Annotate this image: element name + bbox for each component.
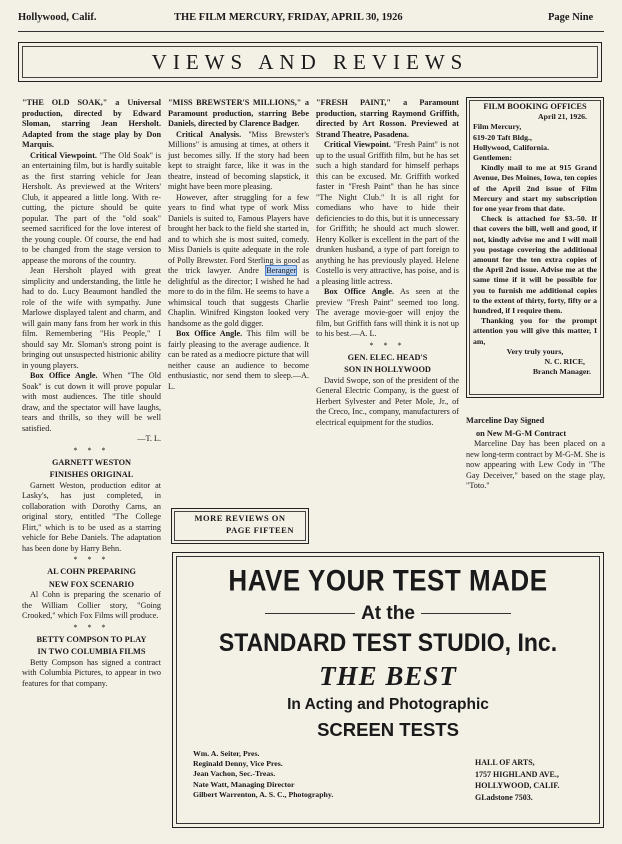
headline-gen-1: GEN. ELEC. HEAD'S [347, 352, 428, 362]
headline-cohn-2: NEW FOX SCENARIO [48, 579, 135, 589]
ad-staff-3: Jean Vachon, Sec.-Treas. [193, 769, 276, 779]
ad-the-best: THE BEST [319, 661, 457, 691]
section-title: VIEWS AND REVIEWS [151, 49, 469, 74]
review-brewster-box: This film will be fairly pleasing to the average audience. It can be rated as a mediocre picture that will neither cause an audience to become enthusiastic, nor send them to sleep.—A. L. [168, 329, 310, 391]
review-brewster-intro: "MISS BREWSTER'S MILLIONS," a Paramount production, starring Bebe Daniels, directed by Clarence Badger. [168, 98, 309, 128]
headline-gen-2: SON IN HOLLYWOOD [344, 365, 431, 374]
headline-garnett-1: GARNETT WESTON [51, 457, 132, 467]
review-fresh-paint-intro: "FRESH PAINT," a Paramount production, starring Raymond Griffith, directed by Art Rosson. Previewed at Strand Theatre, Pasadena. [316, 98, 459, 139]
box-office-label: Box Office Angle. [30, 371, 98, 380]
header-masthead: THE FILM MERCURY, FRIDAY, APRIL 30, 1926 [174, 12, 403, 23]
booking-signer: N. C. RICE, [544, 357, 585, 367]
ad-address-4: GLadstone 7503. [475, 792, 533, 802]
booking-addr-1: Film Mercury, [473, 122, 522, 132]
divider-stars: * * * [73, 555, 110, 564]
review-brewster-critical: "Miss Brewster's Millions" is amusing at times, at others it just becomes silly. If the story had been kept to straight farce, like it was in the theatre, instead of becoming slapstick, it might have been more pleasing. [168, 129, 309, 191]
section-title-box [18, 42, 602, 82]
booking-title: FILM BOOKING OFFICES [483, 102, 587, 111]
review-old-soak-critical: "The Old Soak" is an entertaining film, but is hardly suitable as the first starring vehicle for Jean Hersholt. As previewed at the Writers' Club, it appeared a little long. With re-cutting, the picture should be quite popular. The part of the "old soak" seemed sacrificed for the love interest of the young couple. Of course, the end had to be changed from the stage version to appease the morons of the country. [22, 150, 162, 265]
headline-marceline-2: on New M-G-M Contract [476, 428, 567, 438]
more-reviews-line2: PAGE FIFTEEN [226, 525, 294, 535]
headline-betty-1: BETTY COMPSON TO PLAY [36, 634, 147, 644]
ad-staff-1: Wm. A. Seiter, Pres. [193, 749, 260, 758]
news-garnett: Garnett Weston, production editor at Lasky's, has just completed, in collaboration with Dorothy Carns, an original story, entitled "The College Flirt," which is to be used as a starring vehicle for Bebe Daniels. The adaptation has been done by Harry Behn. [22, 480, 161, 553]
review-brewster-p2a: However, after struggling for a few years to find what type of work Miss Daniels is suited to, Famous Players have brought her back to the field she started in, and to which she is most suited, comedy. Miss Daniels is quite adequate in the role of Polly Brewster. Ford Sterling is good as the trick lawyer. Andre [168, 192, 309, 275]
booking-signer-role: Branch Manager. [532, 367, 591, 377]
news-cohn: Al Cohn is preparing the scenario of the William Collier story, "Going Crooked," which Fox Films will produce. [22, 590, 161, 620]
header-page-number: Page Nine [548, 12, 594, 23]
review-fresh-paint-critical: "Fresh Paint" is not up to the usual Griffith film, but he has set such a high standard for himself perhaps this can be excused. Mr. Griffith worked faster in "Fresh Paint" than he has since "The Night Club." It is all right for comedians who have to hide their deficiencies to do this, but it is unnecessary for Griffith; he should act much slower. Henry Kolker is excellent in the part of the drunken husband, a type of part foreign to anything he has previously played. Helene Costello is very attractive, has poise, and is a pleasing little actress. [316, 140, 460, 286]
booking-close: Very truly yours, [506, 346, 564, 356]
more-reviews-box [171, 508, 309, 544]
column-2 [168, 98, 309, 506]
divider-stars: * * * [73, 445, 110, 455]
ad-address-3: HOLLYWOOD, CALIF. [475, 781, 560, 790]
critical-label: Critical Viewpoint. [30, 150, 97, 160]
column-4-news [466, 414, 605, 544]
news-marceline: Marceline Day has been placed on a new long-term contract by M-G-M. She is now appearing with Lew Cody in "The Gay Deceiver," based on the stage play, "Toto." [466, 439, 605, 490]
more-reviews-line1: MORE REVIEWS ON [194, 513, 286, 523]
header-location: Hollywood, Calif. [18, 12, 97, 23]
booking-salutation: Gentlemen: [473, 153, 512, 163]
standard-test-studio-ad [172, 552, 604, 828]
ad-address [475, 757, 560, 803]
review-fresh-paint-box: As seen at the preview "Fresh Paint" seemed too long. The average movie-goer will enjoy the film, but Griffith fans will think it is not up to his best.—A. L. [316, 287, 459, 338]
ad-address-2: 1757 HIGHLAND AVE., [475, 769, 559, 779]
booking-body-2: Check is attached for $3.-50. If that covers the bill, well and good, if not, kindly advise me and I will mail you postage covering the additional amount for the ten extra copies of the April 2nd issue. Advise me at the same time if it will be possible for you to furnish me additional copies to the extent of thirty, forty, fifty or a hundred, if I require them. [473, 214, 597, 316]
review-old-soak-box: When "The Old Soak" is cut down it will prove popular with most audiences. The title should draw, and the spectator will have laughs, tears and thrills, so they will be well satisfied. [22, 371, 162, 433]
ad-studio-name: STANDARD TEST STUDIO, Inc. [218, 627, 558, 657]
ad-acting-photographic: In Acting and Photographic [287, 696, 489, 713]
ad-staff-5: Gilbert Warrenton, A. S. C., Photography. [193, 789, 334, 799]
booking-body-1: Kindly mail to me at 915 Grand Avenue, Des Moines, Iowa, ten copies of the April 2nd issue of Film Mercury and start my subscription for one year from that date. [473, 163, 597, 214]
column-1 [22, 98, 161, 838]
header-rule [18, 31, 604, 32]
ad-staff-2: Reginald Denny, Vice Pres. [193, 759, 283, 769]
headline-cohn-1: AL COHN PREPARING [47, 567, 136, 576]
headline-betty-2: IN TWO COLUMBIA FILMS [37, 647, 146, 656]
ad-address-1: HALL OF ARTS, [475, 758, 535, 767]
ad-staff-4: Nate Watt, Managing Director [193, 779, 295, 789]
ad-at-the: At the [173, 603, 603, 625]
booking-date: April 21, 1926. [538, 112, 587, 122]
news-betty: Betty Compson has signed a contract with Columbia Pictures, to appear in two features for that company. [22, 657, 161, 688]
booking-addr-2: 619-20 Taft Bldg., [473, 132, 532, 142]
page-header [0, 12, 622, 26]
booking-addr-3: Hollywood, California. [473, 142, 550, 152]
divider-stars: * * * [73, 622, 110, 632]
ad-headline: HAVE YOUR TEST MADE [228, 562, 548, 598]
divider-stars: * * * [369, 340, 406, 350]
critical-label: Critical Viewpoint. [324, 140, 391, 149]
box-office-label: Box Office Angle. [176, 329, 243, 338]
ad-staff-list [193, 749, 333, 800]
ad-screen-tests: SCREEN TESTS [317, 719, 459, 740]
column-3 [316, 98, 459, 548]
review-signature: —T. L. [137, 434, 161, 443]
highlighted-word[interactable]: Beranger [266, 266, 297, 275]
review-old-soak-p2: Jean Hersholt played with great simplicity and understanding, the little he had to do. Lucy Beaumont handled the role of the wife with sympathy. June Marlowe displayed talent and charm, and will gain many fans from her work in this film. Remembering "His People," I should say Mr. Sloman's strong point is bringing out unsuspected histrionic ability in young players. [22, 266, 161, 370]
headline-marceline-1: Marceline Day Signed [466, 416, 545, 425]
booking-letter-box [466, 97, 604, 398]
booking-body-3: Thanking you for the prompt attention you will give this matter, I am, [473, 316, 597, 346]
headline-garnett-2: FINISHES ORIGINAL [49, 470, 134, 479]
review-old-soak-intro: "THE OLD SOAK," a Universal production, directed by Edward Sloman, starring Jean Hersholt. Adapted from the stage play by Don Marquis. [22, 98, 161, 149]
critical-label: Critical Analysis. [176, 129, 242, 139]
review-brewster-p2b: is delightful as the director; I wished he had more to do in the film. He seems to have a whimsical touch that suggests Charlie Chaplin. Winifred Kingston looked very handsome as the gold digger. [168, 266, 310, 328]
news-gen-elec: David Swope, son of the president of the General Electric Company, is the guest of Herbert Sylvester and Peter Mole, Jr., of the Creco, Inc., company, manufacturers of electrical equipment for the studios. [316, 375, 459, 427]
box-office-label: Box Office Angle. [324, 287, 395, 296]
